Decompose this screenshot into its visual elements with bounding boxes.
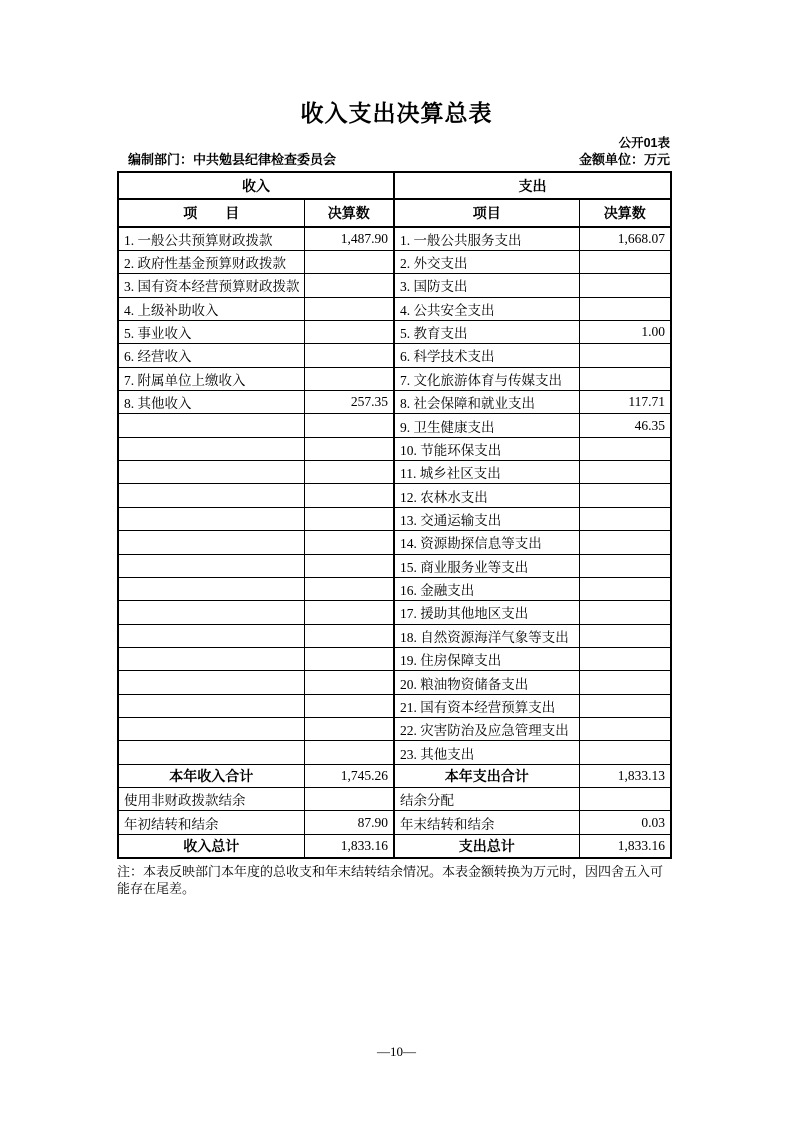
expense-value-cell: [579, 507, 671, 530]
expense-value-cell: [579, 297, 671, 320]
table-row: [118, 764, 671, 787]
income-item-cell: [118, 577, 304, 600]
expense-item-cell: 5. 教育支出: [394, 320, 579, 343]
expense-item-cell: 12. 农林水支出: [394, 484, 579, 507]
col-header-expense-item: 项目: [394, 199, 579, 227]
income-item-cell: 本年收入合计: [118, 764, 304, 787]
expense-value-cell: [579, 788, 671, 811]
expense-section-header: 支出: [394, 172, 671, 199]
expense-item-cell: 19. 住房保障支出: [394, 647, 579, 670]
expense-item-cell: 18. 自然资源海洋气象等支出: [394, 624, 579, 647]
expense-value-cell: [579, 601, 671, 624]
table-row: [118, 437, 671, 460]
income-item-cell: 2. 政府性基金预算财政拨款: [118, 250, 304, 273]
table-row: [118, 811, 671, 834]
income-value-cell: [304, 694, 394, 717]
table-body: [118, 227, 671, 858]
expense-value-cell: [579, 554, 671, 577]
income-value-cell: [304, 671, 394, 694]
expense-value-cell: [579, 531, 671, 554]
prepared-by: 编制部门：中共勉县纪律检查委员会: [128, 152, 337, 167]
income-value-cell: [304, 484, 394, 507]
income-value-cell: [304, 344, 394, 367]
income-value-cell: [304, 788, 394, 811]
expense-item-cell: 10. 节能环保支出: [394, 437, 579, 460]
income-value-cell: [304, 554, 394, 577]
expense-value-cell: 1,833.16: [579, 834, 671, 858]
income-value-cell: [304, 718, 394, 741]
table-row: [118, 694, 671, 717]
table-row: [118, 297, 671, 320]
expense-item-cell: 22. 灾害防治及应急管理支出: [394, 718, 579, 741]
expense-value-cell: [579, 671, 671, 694]
income-value-cell: [304, 367, 394, 390]
income-value-cell: [304, 437, 394, 460]
income-item-cell: [118, 694, 304, 717]
expense-item-cell: 结余分配: [394, 788, 579, 811]
expense-item-cell: 14. 资源勘探信息等支出: [394, 531, 579, 554]
expense-item-cell: 23. 其他支出: [394, 741, 579, 764]
col-header-income-value: 决算数: [304, 199, 394, 227]
expense-value-cell: 1,668.07: [579, 227, 671, 250]
table-row: [118, 788, 671, 811]
table-row: [118, 227, 671, 250]
income-item-cell: [118, 718, 304, 741]
income-value-cell: [304, 507, 394, 530]
table-row: [118, 671, 671, 694]
income-item-cell: 年初结转和结余: [118, 811, 304, 834]
meta-line: [117, 152, 670, 168]
income-value-cell: [304, 741, 394, 764]
expense-item-cell: 16. 金融支出: [394, 577, 579, 600]
expense-item-cell: 3. 国防支出: [394, 274, 579, 297]
table-row: [118, 531, 671, 554]
income-value-cell: 1,833.16: [304, 834, 394, 858]
income-value-cell: [304, 274, 394, 297]
table-row: [118, 554, 671, 577]
expense-item-cell: 支出总计: [394, 834, 579, 858]
income-item-cell: 4. 上级补助收入: [118, 297, 304, 320]
table-row: [118, 344, 671, 367]
table-row: [118, 741, 671, 764]
table-row: [118, 461, 671, 484]
income-item-cell: 收入总计: [118, 834, 304, 858]
expense-value-cell: [579, 274, 671, 297]
income-item-cell: 3. 国有资本经营预算财政拨款: [118, 274, 304, 297]
table-row: [118, 624, 671, 647]
table-row: [118, 577, 671, 600]
expense-item-cell: 9. 卫生健康支出: [394, 414, 579, 437]
income-value-cell: [304, 320, 394, 343]
expense-value-cell: 1,833.13: [579, 764, 671, 787]
income-value-cell: [304, 461, 394, 484]
income-expense-table: [117, 171, 672, 859]
income-item-cell: 使用非财政拨款结余: [118, 788, 304, 811]
expense-item-cell: 21. 国有资本经营预算支出: [394, 694, 579, 717]
income-item-cell: [118, 531, 304, 554]
expense-value-cell: [579, 461, 671, 484]
expense-item-cell: 8. 社会保障和就业支出: [394, 391, 579, 414]
table-row: [118, 414, 671, 437]
column-header-row: [118, 199, 671, 227]
income-value-cell: [304, 297, 394, 320]
expense-item-cell: 年末结转和结余: [394, 811, 579, 834]
expense-item-cell: 13. 交通运输支出: [394, 507, 579, 530]
table-row: [118, 834, 671, 858]
table-row: [118, 367, 671, 390]
income-value-cell: 1,487.90: [304, 227, 394, 250]
income-item-cell: [118, 671, 304, 694]
income-value-cell: 1,745.26: [304, 764, 394, 787]
income-value-cell: [304, 577, 394, 600]
col-header-income-item: 项 目: [118, 199, 304, 227]
table-row: [118, 274, 671, 297]
expense-value-cell: [579, 577, 671, 600]
expense-value-cell: 117.71: [579, 391, 671, 414]
income-item-cell: 8. 其他收入: [118, 391, 304, 414]
income-item-cell: 6. 经营收入: [118, 344, 304, 367]
income-item-cell: [118, 741, 304, 764]
col-header-expense-value: 决算数: [579, 199, 671, 227]
income-value-cell: 87.90: [304, 811, 394, 834]
table-row: [118, 320, 671, 343]
expense-item-cell: 本年支出合计: [394, 764, 579, 787]
expense-item-cell: 17. 援助其他地区支出: [394, 601, 579, 624]
expense-item-cell: 6. 科学技术支出: [394, 344, 579, 367]
table-row: [118, 250, 671, 273]
section-header-row: [118, 172, 671, 199]
income-item-cell: 7. 附属单位上缴收入: [118, 367, 304, 390]
income-item-cell: 5. 事业收入: [118, 320, 304, 343]
expense-value-cell: [579, 367, 671, 390]
expense-item-cell: 15. 商业服务业等支出: [394, 554, 579, 577]
expense-value-cell: [579, 250, 671, 273]
table-row: [118, 718, 671, 741]
expense-value-cell: [579, 344, 671, 367]
expense-value-cell: [579, 694, 671, 717]
income-item-cell: [118, 437, 304, 460]
income-item-cell: [118, 484, 304, 507]
expense-value-cell: [579, 484, 671, 507]
income-item-cell: [118, 461, 304, 484]
expense-value-cell: [579, 624, 671, 647]
page-content: [117, 136, 670, 897]
expense-value-cell: [579, 437, 671, 460]
table-row: [118, 647, 671, 670]
income-item-cell: [118, 414, 304, 437]
income-value-cell: [304, 601, 394, 624]
expense-value-cell: 1.00: [579, 320, 671, 343]
income-section-header: 收入: [118, 172, 394, 199]
income-value-cell: [304, 531, 394, 554]
page-title: 收入支出决算总表: [300, 100, 493, 126]
amount-unit: 金额单位：万元: [578, 152, 670, 167]
expense-item-cell: 4. 公共安全支出: [394, 297, 579, 320]
expense-value-cell: 46.35: [579, 414, 671, 437]
table-code: 公开01表: [618, 136, 670, 150]
footnote: 注：本表反映部门本年度的总收支和年末结转结余情况。本表金额转换为万元时，因四舍五入可能存在尾差。: [117, 864, 664, 896]
expense-item-cell: 20. 粮油物资储备支出: [394, 671, 579, 694]
expense-value-cell: [579, 647, 671, 670]
income-value-cell: [304, 250, 394, 273]
income-value-cell: [304, 624, 394, 647]
expense-item-cell: 1. 一般公共服务支出: [394, 227, 579, 250]
income-item-cell: [118, 507, 304, 530]
expense-item-cell: 7. 文化旅游体育与传媒支出: [394, 367, 579, 390]
expense-value-cell: 0.03: [579, 811, 671, 834]
page-number: —10—: [377, 1044, 416, 1059]
income-item-cell: [118, 647, 304, 670]
table-row: [118, 601, 671, 624]
income-item-cell: 1. 一般公共预算财政拨款: [118, 227, 304, 250]
income-value-cell: 257.35: [304, 391, 394, 414]
table-row: [118, 391, 671, 414]
table-row: [118, 507, 671, 530]
expense-item-cell: 2. 外交支出: [394, 250, 579, 273]
expense-value-cell: [579, 741, 671, 764]
income-item-cell: [118, 554, 304, 577]
income-value-cell: [304, 414, 394, 437]
income-item-cell: [118, 601, 304, 624]
income-item-cell: [118, 624, 304, 647]
income-value-cell: [304, 647, 394, 670]
expense-value-cell: [579, 718, 671, 741]
expense-item-cell: 11. 城乡社区支出: [394, 461, 579, 484]
table-row: [118, 484, 671, 507]
